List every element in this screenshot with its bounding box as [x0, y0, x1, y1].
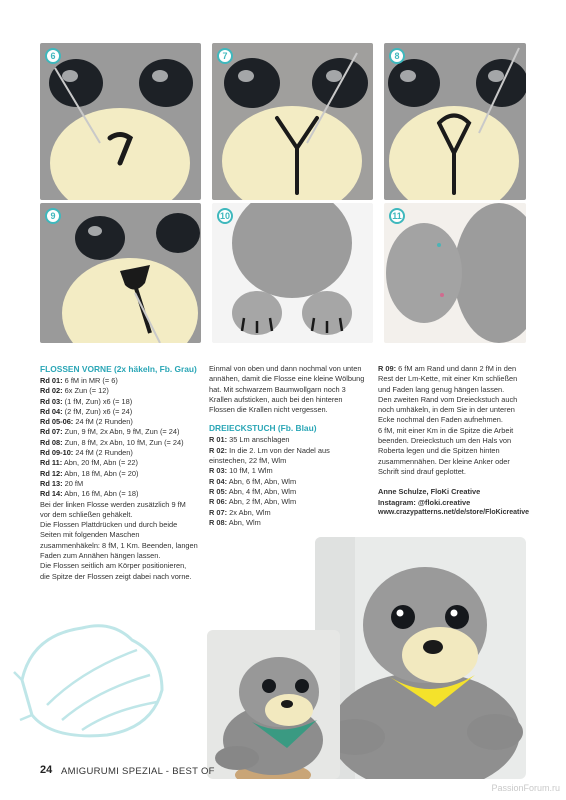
pattern-row: Rd 01: 6 fM in MR (= 6) [40, 376, 118, 385]
pattern-row: Rd 03: (1 fM, Zun) x6 (= 18) [40, 396, 133, 406]
pattern-column-2 [209, 364, 367, 528]
step-badge: 6 [45, 48, 61, 64]
author-name: Anne Schulze, FloKi Creative [378, 487, 481, 497]
pattern-row: Rd 05-06: 24 fM (2 Runden) [40, 417, 133, 427]
step-photo-10 [212, 203, 373, 343]
seal-face-illustration [40, 203, 201, 343]
pattern-row: R 04: Abn, 6 fM, Abn, Wlm [209, 476, 297, 486]
step-badge: 7 [217, 48, 233, 64]
pattern-column-3 [378, 364, 528, 518]
step-photo-11 [384, 203, 526, 343]
step-badge: 8 [389, 48, 405, 64]
pattern-row: Rd 08: Zun, 8 fM, 2x Abn, 10 fM, Zun (= 24) [40, 437, 184, 447]
instruction-paragraph: Den zweiten Rand vom Dreieckstuch auch noch umhäkeln, in dem Sie in der unteren Ecke nochmal den Faden aufnehmen. [378, 394, 518, 425]
author-credit [378, 487, 528, 518]
seal-amigurumi-illustration [315, 537, 526, 779]
pattern-row: Rd 02: 6x Zun (= 12) [40, 386, 109, 396]
instruction-paragraph: Die Flossen seitlich am Körper positionieren, die Spitze der Flossen zeigt dabei nach vorne. [40, 561, 192, 581]
instruction-paragraph: Bei der linken Flosse werden zusätzlich 9 fM vor dem schließen gehäkelt. [40, 499, 186, 519]
step-photo-8 [384, 43, 526, 200]
step-photo-6 [40, 43, 201, 200]
step-badge: 9 [45, 208, 61, 224]
instruction-paragraph: Einmal von oben und dann nochmal von unten annähen, damit die Flosse eine kleine Wölbung hat. Mit schwarzem Baumwollgarn noch 3 Krallen aufsticken, auch bei den hinteren Flossen die Krallen nicht vergessen. [209, 364, 365, 415]
instruction-paragraph: Die Flossen Plattdrücken und durch beide Seiten mit folgenden Maschen zusammenhäkeln: 8 fM, 1 Km. Beenden, langen Faden zum Annähen hängen lassen. [40, 520, 198, 561]
pattern-row: Rd 11: Abn, 20 fM, Abn (= 22) [40, 458, 138, 468]
finished-seal-photo-small [207, 630, 340, 779]
pattern-row: R 03: 10 fM, 1 Wlm [209, 466, 273, 476]
instagram-handle: Instagram: @floki.creative [378, 497, 471, 507]
magazine-title: AMIGURUMI SPEZIAL - BEST OF [61, 766, 215, 777]
pattern-row: Rd 09-10: 24 fM (2 Runden) [40, 448, 133, 458]
store-url[interactable]: www.crazypatterns.net/de/store/FloKicreative [378, 508, 530, 516]
pattern-row: R 01: 35 Lm anschlagen [209, 435, 290, 445]
shell-decoration [12, 610, 172, 745]
step-photo-9 [40, 203, 201, 343]
step-badge: 11 [389, 208, 405, 224]
pattern-row: Rd 04: (2 fM, Zun) x6 (= 24) [40, 406, 133, 416]
step-photo-7 [212, 43, 373, 200]
section-heading-flossen: FLOSSEN VORNE (2x häkeln, Fb. Grau) [40, 364, 197, 374]
section-heading-dreieckstuch: DREIECKSTUCH (Fb. Blau) [209, 423, 317, 434]
page-number: 24 [40, 764, 53, 776]
pattern-row: R 05: Abn, 4 fM, Abn, Wlm [209, 486, 297, 496]
seal-amigurumi-illustration [207, 630, 340, 779]
seal-face-illustration [384, 43, 526, 200]
pattern-row: R 02: In die 2. Lm von der Nadel aus einstechen, 22 fM, Wlm [209, 445, 330, 466]
pattern-row: Rd 12: Abn, 18 fM, Abn (= 20) [40, 468, 139, 478]
pattern-row: Rd 07: Zun, 9 fM, 2x Abn, 9 fM, Zun (= 24) [40, 427, 180, 437]
pattern-row: R 08: Abn, Wlm [209, 517, 261, 527]
pattern-row: Rd 14: Abn, 16 fM, Abn (= 18) [40, 489, 139, 499]
pattern-row: R 07: 2x Abn, Wlm [209, 507, 271, 517]
pattern-column-1 [40, 364, 198, 582]
seal-flippers-illustration [212, 203, 373, 343]
watermark: PassionForum.ru [491, 783, 560, 793]
seal-face-illustration [212, 43, 373, 200]
seal-body-illustration [384, 203, 526, 343]
pattern-row: R 06: Abn, 2 fM, Abn, Wlm [209, 497, 297, 507]
step-badge: 10 [217, 208, 233, 224]
instruction-paragraph: 6 fM, mit einer Km in die Spitze die Arbeit beenden. Dreieckstuch um den Hals von Roberta legen und die Spitzen hinten zusammennähen. Der kleine Anker oder Schrift sind drauf geplottet. [378, 425, 514, 476]
seal-face-illustration [40, 43, 201, 200]
finished-seal-photo-large [315, 537, 526, 779]
pattern-row: Rd 13: 20 fM [40, 478, 84, 488]
pattern-row: R 09: 6 fM am Rand und dann 2 fM in den Rest der Lm-Kette, mit einer Km schließen und Faden lang genug hängen lassen. [378, 364, 518, 394]
